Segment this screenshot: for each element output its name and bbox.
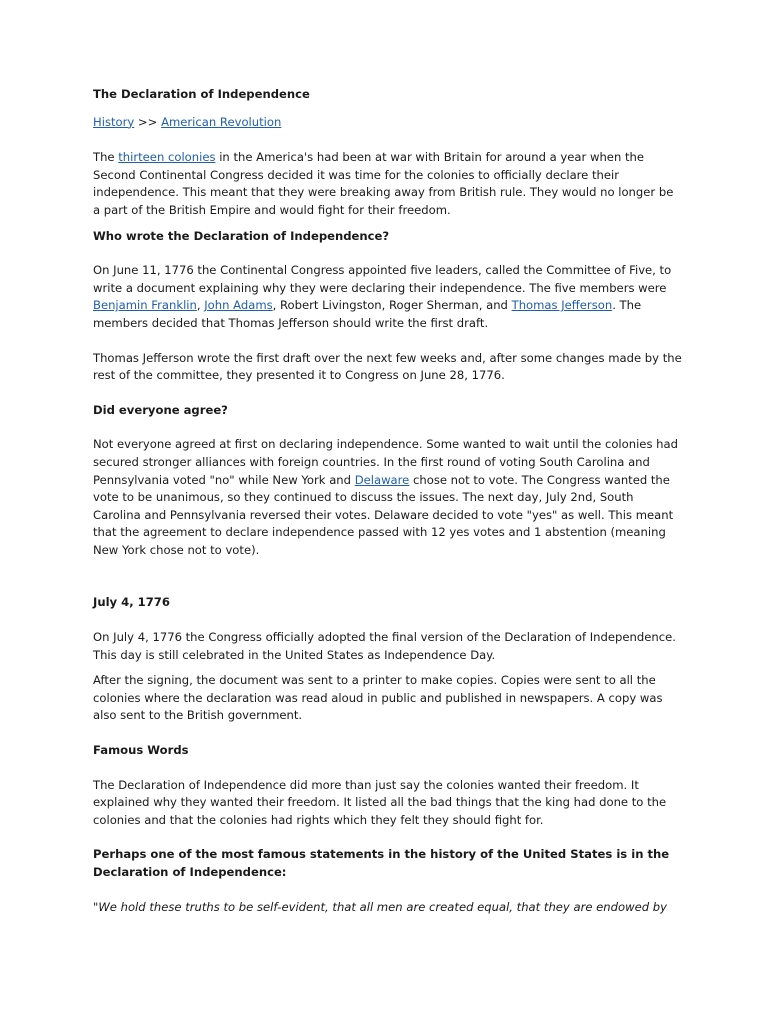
declaration-quote: "We hold these truths to be self-evident, that all men are created equal, that they are endowed by — [93, 899, 667, 914]
intro-paragraph — [93, 149, 682, 219]
delaware-link[interactable]: Delaware — [354, 472, 410, 487]
voting-paragraph — [93, 436, 682, 559]
thirteen-colonies-link[interactable]: thirteen colonies — [118, 150, 216, 165]
breadcrumb-separator: >> — [134, 114, 162, 129]
who-wrote-heading: Who wrote the Declaration of Independence? — [93, 228, 390, 243]
john-adams-link[interactable]: John Adams — [204, 298, 273, 313]
famous-words-paragraph: The Declaration of Independence did more than just say the colonies wanted their freedom. It explained why they wanted their freedom. It listed all the bad things that the king had done to the colonies and that the colonies had rights which they felt they should fight for. — [93, 777, 667, 827]
benjamin-franklin-link[interactable]: Benjamin Franklin — [93, 298, 197, 313]
breadcrumb-american-revolution-link[interactable]: American Revolution — [161, 114, 282, 129]
did-everyone-agree-heading: Did everyone agree? — [93, 402, 228, 417]
intro-text-end: in the America's had been at war with Britain for around a year when the Second Continental Congress decided it was time for the colonies to officially declare their independence. This meant that they were breaking away from British rule. They would no longer be a part of the British Empire and would fight for their freedom. — [93, 150, 674, 217]
july-4-heading: July 4, 1776 — [93, 595, 170, 610]
committee-text-middle: , Robert Livingston, Roger Sherman, and — [272, 298, 512, 313]
voting-text-start: Not everyone agreed at first on declaring independence. Some wanted to wait until the colonies had secured stronger alliances with foreign countries. In the first round of voting South Carolina and Pennsylvania voted "no" while New York and — [93, 437, 678, 487]
signing-paragraph: After the signing, the document was sent to a printer to make copies. Copies were sent to all the colonies where the declaration was read aloud in public and published in newspapers. A copy was also sent to the British government. — [93, 673, 663, 723]
famous-statement-paragraph: Perhaps one of the most famous statements in the history of the United States is in the Declaration of Independence: — [93, 847, 670, 879]
famous-words-heading: Famous Words — [93, 743, 189, 758]
committee-text-start: On June 11, 1776 the Continental Congress appointed five leaders, called the Committee of Five, to write a document explaining why they were declaring their independence. The five members were — [93, 263, 672, 295]
intro-text-start: The — [93, 150, 119, 165]
thomas-jefferson-link[interactable]: Thomas Jefferson — [511, 298, 613, 313]
breadcrumb-history-link[interactable]: History — [93, 114, 135, 129]
committee-text-end: . The members decided that Thomas Jefferson should write the first draft. — [93, 298, 642, 330]
first-draft-paragraph: Thomas Jefferson wrote the first draft over the next few weeks and, after some changes made by the rest of the committee, they presented it to Congress on June 28, 1776. — [93, 350, 682, 383]
committee-paragraph — [93, 262, 682, 332]
committee-separator: , — [196, 298, 205, 313]
breadcrumb — [93, 114, 682, 132]
july-4-paragraph: On July 4, 1776 the Congress officially adopted the final version of the Declaration of Independence. This day is still celebrated in the United States as Independence Day. — [93, 630, 676, 662]
document-title: The Declaration of Independence — [93, 87, 310, 101]
voting-text-end: chose not to vote. The Congress wanted the vote to be unanimous, so they continued to discuss the issues. The next day, July 2nd, South Carolina and Pennsylvania reversed their votes. Delaware decided to vote "yes" as well. This meant that the agreement to declare independence passed with 12 yes votes and 1 abstention (meaning New York chose not to vote). — [93, 472, 674, 557]
